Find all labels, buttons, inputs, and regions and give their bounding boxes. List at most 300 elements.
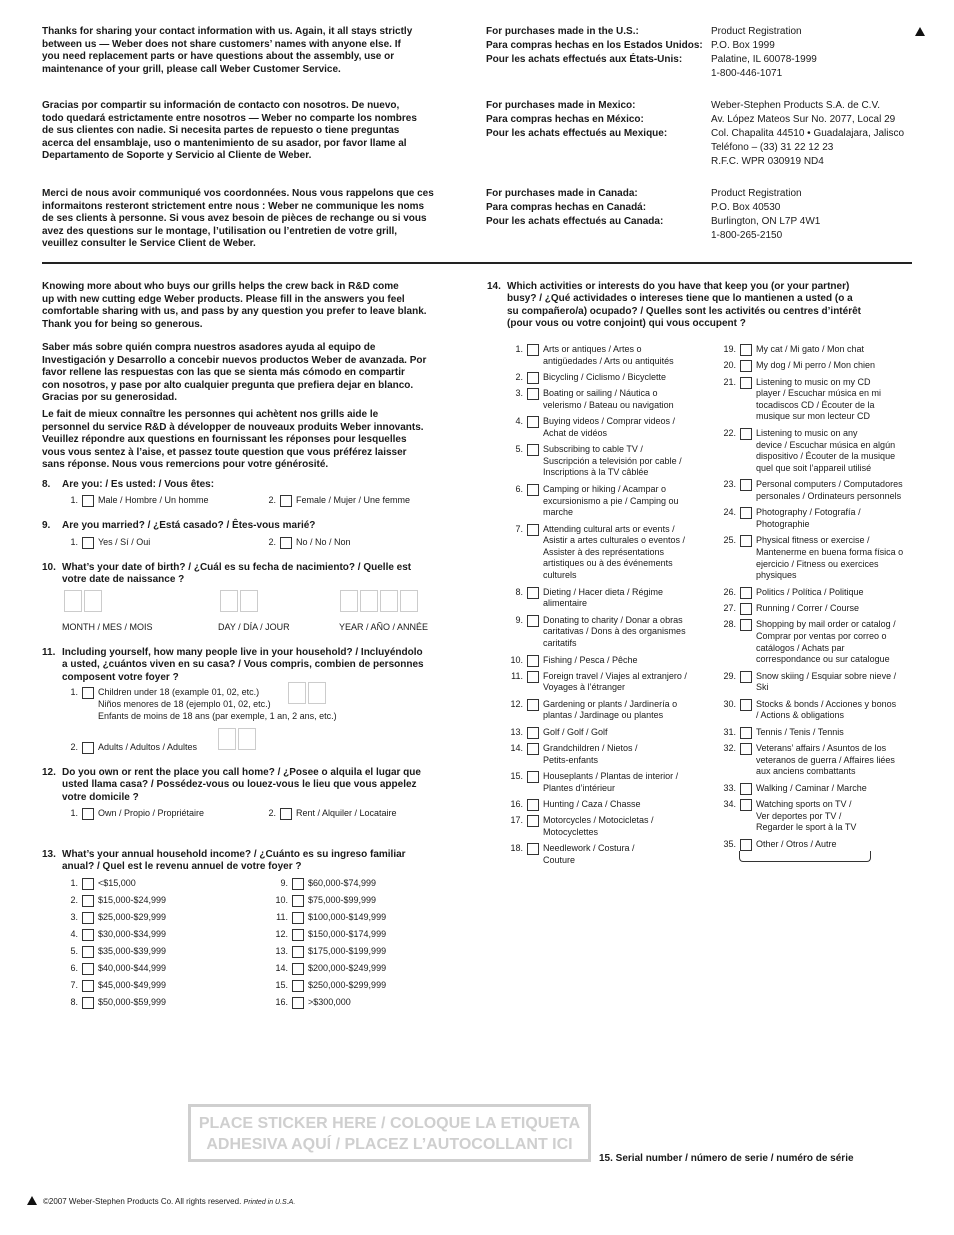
option-number: 2. <box>70 742 78 752</box>
intro-line: veuillez consulter le Service Client de Weber. <box>42 238 256 250</box>
option-label: Donating to charity / Donar a obras <box>543 614 683 625</box>
checkbox[interactable] <box>292 895 304 907</box>
section-divider <box>42 262 912 264</box>
survey-intro-line: Thank you for being so generous. <box>42 318 203 330</box>
option-number: 1. <box>70 495 78 505</box>
option-number: 10. <box>510 654 523 665</box>
option-number: 9. <box>515 614 523 625</box>
option-label: Comprar por ventas por correo o <box>756 630 887 641</box>
option-label: $15,000-$24,999 <box>98 895 167 905</box>
survey-intro-line: Veuillez répondre aux questions en fournissant les réponses pour lesquelles <box>42 434 407 446</box>
question-number: 11. <box>42 647 56 658</box>
option-label: musique sur mon lecteur CD <box>756 411 871 422</box>
option-label: Inscriptions à la TV câblée <box>543 467 649 478</box>
option-label: Physical fitness or exercise / <box>756 535 870 546</box>
adults-digit-field[interactable] <box>218 728 236 750</box>
year-digit-field[interactable] <box>360 590 378 612</box>
intro-line: Gracias por compartir su información de contacto con nosotros. De nuevo, <box>42 100 400 111</box>
option-number: 33. <box>723 782 736 793</box>
option-label: Buying videos / Comprar videos / <box>543 416 676 427</box>
checkbox[interactable] <box>527 727 539 739</box>
option-label: $250,000-$299,999 <box>308 980 387 990</box>
option-label: Stocks & bonds / Acciones y bonos <box>756 698 897 709</box>
question-number: 14. <box>487 281 501 292</box>
question-text: usted llama casa? / Possédez-vous ou louez-vous le lieu que vous appelez <box>62 779 417 791</box>
intro-french <box>42 188 434 251</box>
option-label: Personal computers / Computadores <box>756 479 903 490</box>
checkbox[interactable] <box>82 808 94 820</box>
option-label: Subscribing to cable TV / <box>543 444 643 455</box>
option-label: $25,000-$29,999 <box>98 912 167 922</box>
option-label: Suscripción a televisión por cable / <box>543 455 682 466</box>
option-label: Photography / Fotografía / <box>756 507 861 518</box>
option-label: personales / Ordinateurs personnels <box>756 490 902 501</box>
checkbox[interactable] <box>740 344 752 356</box>
option-label: velerismo / Bateau ou navigation <box>543 399 674 410</box>
option-number: 30. <box>723 698 736 709</box>
option-label: veteranos de guerra / Affaires liées <box>756 754 895 765</box>
option-label: Walking / Caminar / Marche <box>756 782 867 793</box>
checkbox[interactable] <box>292 946 304 958</box>
option-number: 7. <box>515 523 523 534</box>
checkbox[interactable] <box>82 980 94 992</box>
option-label: Tennis / Tenis / Tennis <box>756 726 844 737</box>
question-number: 9. <box>42 520 51 531</box>
option-number: 3. <box>70 912 78 922</box>
option-label: quel que soit l’appareil utilisé <box>756 462 872 473</box>
option-number: 2. <box>70 895 78 905</box>
option-number: 27. <box>723 603 736 614</box>
contact-label: For purchases made in Canada: <box>486 188 638 199</box>
intro-line: avez des questions sur le montage, l’utilisation ou l’entretien de votre grill, <box>42 225 398 237</box>
checkbox[interactable] <box>527 699 539 711</box>
option-label: Achat de vidéos <box>543 427 608 438</box>
intro-line: you need replacement parts or have questions about the assembly, use or <box>42 51 395 63</box>
option-label: Shopping by mail order or catalog / <box>756 619 896 630</box>
option-label: Adults / Adultos / Adultes <box>98 742 198 752</box>
option-label: $35,000-$39,999 <box>98 946 167 956</box>
checkbox[interactable] <box>292 997 304 1009</box>
checkbox[interactable] <box>527 815 539 827</box>
bottom-left-triangle-icon <box>27 1196 37 1205</box>
question-text: Including yourself, how many people live in your household? / Incluyéndolo <box>62 647 423 658</box>
contact-label: Para compras hechas en los Estados Unidos: <box>486 40 703 51</box>
option-label: caritatifs <box>543 637 577 648</box>
option-number: 9. <box>280 878 288 888</box>
checkbox[interactable] <box>82 946 94 958</box>
contact-canada <box>486 187 663 229</box>
option-number: 8. <box>515 586 523 597</box>
intro-line: Thanks for sharing your contact information with us. Again, it all stays strictly <box>42 26 413 37</box>
option-number: 25. <box>723 535 736 546</box>
children-digit-field[interactable] <box>288 682 306 704</box>
option-label: Snow skiing / Esquiar sobre nieve / <box>756 670 897 681</box>
checkbox[interactable] <box>527 799 539 811</box>
option-number: 1. <box>515 344 523 354</box>
checkbox[interactable] <box>740 360 752 372</box>
option-number: 24. <box>723 507 736 518</box>
question-text: Do you own or rent the place you call home? / ¿Posee o alquila el lugar que <box>62 767 421 778</box>
survey-intro-line: favor rellene las respuestas con las que se sienta más cómodo en compartir <box>42 367 405 379</box>
option-label: antigüedades / Arts ou antiquités <box>543 355 674 366</box>
survey-intro-line: Saber más sobre quién compra nuestros asadores ayuda al equipo de <box>42 342 376 353</box>
option-number: 6. <box>515 484 523 494</box>
checkbox[interactable] <box>740 839 752 851</box>
checkbox[interactable] <box>740 603 752 615</box>
intro-line: informaitons resteront strictement entre nous : Weber ne communique les noms <box>42 200 425 212</box>
checkbox[interactable] <box>740 619 752 631</box>
option-label: $50,000-$59,999 <box>98 997 167 1007</box>
option-number: 2. <box>268 808 276 818</box>
option-label: / Actions & obligations <box>756 710 845 721</box>
checkbox[interactable] <box>82 895 94 907</box>
survey-intro-line: Investigación y Desarrollo a concebir nuevos productos Weber de avanzada. Por <box>42 354 427 366</box>
option-label: Voyages à l’étranger <box>543 682 626 693</box>
checkbox[interactable] <box>527 372 539 384</box>
checkbox[interactable] <box>527 344 539 356</box>
checkbox[interactable] <box>740 587 752 599</box>
question-10 <box>42 562 411 587</box>
option-number: 14. <box>510 743 523 754</box>
serial-number-label: 15. Serial number / número de serie / numéro de série <box>599 1153 854 1164</box>
sticker-line: PLACE STICKER HERE / COLOQUE LA ETIQUETA <box>198 1115 581 1132</box>
survey-intro-english <box>42 281 427 331</box>
option-label: $100,000-$149,999 <box>308 912 387 922</box>
option-number: 10. <box>275 895 288 905</box>
option-label: Watching sports on TV / <box>756 799 852 810</box>
other-write-in-field[interactable] <box>739 851 871 862</box>
option-number: 8. <box>70 997 78 1007</box>
option-number: 21. <box>723 376 736 387</box>
checkbox[interactable] <box>740 377 752 389</box>
checkbox[interactable] <box>527 388 539 400</box>
address-line: R.F.C. WPR 030919 ND4 <box>711 156 824 167</box>
checkbox[interactable] <box>292 980 304 992</box>
address-line: 1-800-446-1071 <box>711 68 783 79</box>
checkbox[interactable] <box>740 743 752 755</box>
option-label: device / Escuchar música en algún <box>756 439 896 450</box>
checkbox[interactable] <box>527 771 539 783</box>
checkbox[interactable] <box>527 743 539 755</box>
question-number: 12. <box>42 767 56 778</box>
checkbox[interactable] <box>740 507 752 519</box>
option-label: Hunting / Caza / Chasse <box>543 799 641 810</box>
checkbox[interactable] <box>527 524 539 536</box>
address-line: Col. Chapalita 44510 • Guadalajara, Jalisco <box>711 128 905 139</box>
option-number: 26. <box>723 586 736 597</box>
survey-intro-line: con nosotros, y pase por alto cualquier pregunta que prefiera dejar en blanco. <box>42 379 414 391</box>
option-label: My cat / Mi gato / Mon chat <box>756 344 865 354</box>
option-number: 32. <box>723 743 736 754</box>
survey-intro-line: Knowing more about who buys our grills helps the crew back in R&D come <box>42 281 399 292</box>
option-label: artistiques ou à des événements <box>543 558 673 569</box>
checkbox[interactable] <box>527 416 539 428</box>
option-number: 19. <box>723 344 736 354</box>
option-label: $75,000-$99,999 <box>308 895 377 905</box>
option-label: marche <box>543 507 574 518</box>
checkbox[interactable] <box>292 963 304 975</box>
address-line: Product Registration <box>711 26 802 37</box>
survey-intro-line: personnel du service R&D à développer de nouveaux produits Weber innovants. <box>42 421 424 433</box>
option-label: Arts or antiques / Artes o <box>543 344 642 354</box>
option-label: alimentaire <box>543 598 588 609</box>
day-digit-field[interactable] <box>220 590 238 612</box>
question-9 <box>42 520 315 532</box>
option-label: Rent / Alquiler / Locataire <box>296 808 397 818</box>
checkbox[interactable] <box>82 537 94 549</box>
address-line: Product Registration <box>711 188 802 199</box>
option-label: $40,000-$44,999 <box>98 963 167 973</box>
option-number: 3. <box>515 388 523 399</box>
option-label: Motorcycles / Motocicletas / <box>543 815 654 826</box>
checkbox[interactable] <box>280 495 292 507</box>
intro-line: de sus clientes con nadie. Si necesita partes de repuesto o tiene preguntas <box>42 125 400 137</box>
question-13 <box>42 849 406 874</box>
option-number: 11. <box>276 912 288 922</box>
option-label: Female / Mujer / Une femme <box>296 495 411 505</box>
option-label: Houseplants / Plantas de interior / <box>543 771 679 782</box>
option-number: 12. <box>510 698 523 709</box>
option-number: 1. <box>70 687 78 697</box>
copyright: ©2007 Weber-Stephen Products Co. All rights reserved. <box>43 1197 242 1206</box>
year-label: YEAR / AÑO / ANNÉE <box>339 622 429 632</box>
option-label: Niños menores de 18 (ejemplo 01, 02, etc.) <box>98 699 271 709</box>
option-label: <$15,000 <box>98 878 136 888</box>
checkbox[interactable] <box>740 428 752 440</box>
day-label: DAY / DÍA / JOUR <box>218 622 290 632</box>
question-number: 10. <box>42 562 56 573</box>
question-text: Are you: / Es usted: / Vous êtes: <box>62 479 215 490</box>
checkbox[interactable] <box>740 671 752 683</box>
checkbox[interactable] <box>82 687 94 699</box>
intro-line: Merci de nous avoir communiqué vos coordonnées. Nous vous rappelons que ces <box>42 188 434 199</box>
contact-mexico <box>486 99 667 141</box>
option-label: Attending cultural arts or events / <box>543 523 675 534</box>
intro-line: Departamento de Soporte y Servicio al Cliente de Weber. <box>42 150 312 162</box>
option-label: Bicycling / Ciclismo / Bicyclette <box>543 372 667 382</box>
survey-intro-french <box>42 409 424 472</box>
option-number: 1. <box>70 808 78 818</box>
address-line: P.O. Box 40530 <box>711 202 781 213</box>
option-number: 13. <box>510 726 523 737</box>
survey-intro-line: sans réponse. Nous vous remercions pour votre générosité. <box>42 459 329 471</box>
question-text: Are you married? / ¿Está casado? / Êtes-vous marié? <box>62 520 316 531</box>
option-number: 5. <box>515 444 523 455</box>
checkbox[interactable] <box>292 878 304 890</box>
option-label: Golf / Golf / Golf <box>543 726 608 737</box>
option-label: Enfants de moins de 18 ans (par exemple, 1 an, 2 ans, etc.) <box>98 711 337 721</box>
question-text: composent votre foyer ? <box>62 671 179 683</box>
option-number: 12. <box>275 929 288 939</box>
month-digit-field[interactable] <box>84 590 102 612</box>
option-number: 15. <box>510 771 523 782</box>
contact-label: Pour les achats effectués au Canada: <box>486 216 664 227</box>
checkbox[interactable] <box>280 537 292 549</box>
checkbox[interactable] <box>82 912 94 924</box>
question-text: (pour vous ou votre conjoint) qui vous occupent ? <box>507 318 746 330</box>
option-number: 22. <box>723 428 736 438</box>
contact-label: Pour les achats effectués aux États-Unis: <box>486 54 683 65</box>
question-text: busy? / ¿Qué actividades o intereses tiene que lo mantienen a usted (o a <box>507 293 853 305</box>
option-number: 7. <box>70 980 78 990</box>
checkbox[interactable] <box>527 655 539 667</box>
option-label: Veterans’ affairs / Asuntos de los <box>756 743 887 754</box>
checkbox[interactable] <box>527 843 539 855</box>
option-label: $45,000-$49,999 <box>98 980 167 990</box>
option-number: 11. <box>511 670 523 681</box>
address-line: Teléfono – (33) 31 22 12 23 <box>711 142 834 153</box>
children-digit-field[interactable] <box>308 682 326 704</box>
survey-intro-line: Le fait de mieux connaître les personnes qui achètent nos grills aide le <box>42 409 379 420</box>
year-digit-field[interactable] <box>340 590 358 612</box>
option-label: Male / Hombre / Un homme <box>98 495 209 505</box>
checkbox[interactable] <box>740 799 752 811</box>
checkbox[interactable] <box>82 929 94 941</box>
option-label: Foreign travel / Viajes al extranjero / <box>543 670 687 681</box>
address-line: P.O. Box 1999 <box>711 40 775 51</box>
option-number: 2. <box>268 495 276 505</box>
option-label: Petits-enfants <box>543 754 599 765</box>
option-number: 35. <box>723 838 736 849</box>
question-text: a usted, ¿cuántos viven en su casa? / Vous compris, combien de personnes <box>62 659 424 671</box>
option-number: 2. <box>268 537 276 547</box>
survey-intro-line: up with new cutting edge Weber products. Please fill in the answers you feel <box>42 293 405 305</box>
contact-label: Para compras hechas en Canadá: <box>486 202 647 213</box>
option-label: correspondance ou sur catalogue <box>756 654 890 665</box>
adults-digit-field[interactable] <box>238 728 256 750</box>
survey-intro-line: Gracias por su generosidad. <box>42 392 178 404</box>
address-line: Weber-Stephen Products S.A. de C.V. <box>711 100 880 111</box>
option-label: Listening to music on any <box>756 428 858 438</box>
contact-us-address <box>711 25 817 81</box>
option-label: No / No / Non <box>296 537 351 547</box>
checkbox[interactable] <box>82 495 94 507</box>
question-text: su compañero/a) ocupado? / Quelles sont les activités ou centres d’intérêt <box>507 305 861 317</box>
year-digit-field[interactable] <box>380 590 398 612</box>
contact-us <box>486 25 703 67</box>
option-number: 16. <box>510 799 523 810</box>
checkbox[interactable] <box>292 929 304 941</box>
checkbox[interactable] <box>292 912 304 924</box>
option-label: Running / Correr / Course <box>756 603 860 614</box>
month-digit-field[interactable] <box>64 590 82 612</box>
checkbox[interactable] <box>740 699 752 711</box>
option-label: >$300,000 <box>308 997 351 1007</box>
intro-line: acerca del ensamblaje, uso o mantenimiento de su asador, por favor llame al <box>42 137 407 149</box>
checkbox[interactable] <box>740 535 752 547</box>
checkbox[interactable] <box>527 671 539 683</box>
question-text: Which activities or interests do you have that keep you (or your partner) <box>507 281 850 292</box>
option-number: 4. <box>70 929 78 939</box>
year-digit-field[interactable] <box>400 590 418 612</box>
option-number: 15. <box>275 980 288 990</box>
option-label: $200,000-$249,999 <box>308 963 387 973</box>
option-label: Motocyclettes <box>543 826 599 837</box>
option-number: 18. <box>510 843 523 854</box>
option-label: Politics / Política / Politique <box>756 586 864 597</box>
option-label: Children under 18 (example 01, 02, etc.) <box>98 687 260 697</box>
option-label: tocadiscos CD / Écouter de la <box>756 399 875 410</box>
address-line: Av. López Mateos Sur No. 2077, Local 29 <box>711 114 896 125</box>
option-label: caritativas / Dons à des organismes <box>543 626 686 637</box>
checkbox[interactable] <box>82 963 94 975</box>
contact-label: For purchases made in the U.S.: <box>486 26 639 37</box>
option-number: 1. <box>70 537 78 547</box>
option-number: 14. <box>275 963 288 973</box>
sticker-placeholder <box>188 1104 591 1162</box>
checkbox[interactable] <box>740 727 752 739</box>
question-text: votre date de naissance ? <box>62 574 185 586</box>
question-number: 13. <box>42 849 56 860</box>
option-number: 34. <box>723 799 736 810</box>
option-label: player / Escuchar música en mi <box>756 388 882 399</box>
day-digit-field[interactable] <box>240 590 258 612</box>
option-number: 6. <box>70 963 78 973</box>
checkbox[interactable] <box>82 878 94 890</box>
option-label: Listening to music on my CD <box>756 376 871 387</box>
intro-spanish <box>42 100 417 163</box>
intro-english <box>42 26 412 76</box>
checkbox[interactable] <box>280 808 292 820</box>
option-label: Ski <box>756 682 769 693</box>
option-label: excursionismo a pie / Camping ou <box>543 495 679 506</box>
option-label: Own / Propio / Propriétaire <box>98 808 205 818</box>
option-label: Assister à des représentations <box>543 546 665 557</box>
checkbox[interactable] <box>82 742 94 754</box>
option-label: Regarder le sport à la TV <box>756 822 857 833</box>
address-line: Palatine, IL 60078-1999 <box>711 54 817 65</box>
option-label: My dog / Mi perro / Mon chien <box>756 360 876 371</box>
option-number: 23. <box>723 479 736 490</box>
question-number: 8. <box>42 479 51 490</box>
footer <box>43 1197 295 1206</box>
contact-mexico-address <box>711 99 904 169</box>
option-label: $30,000-$34,999 <box>98 929 167 939</box>
option-number: 31. <box>723 726 736 737</box>
checkbox[interactable] <box>740 479 752 491</box>
option-number: 13. <box>275 946 288 956</box>
address-line: 1-800-265-2150 <box>711 230 783 241</box>
question-text: anual? / Quel est le revenu annuel de votre foyer ? <box>62 861 302 873</box>
checkbox[interactable] <box>527 587 539 599</box>
top-right-triangle-icon <box>915 27 925 36</box>
checkbox[interactable] <box>740 783 752 795</box>
question-14 <box>487 281 861 331</box>
checkbox[interactable] <box>527 444 539 456</box>
option-label: Fishing / Pesca / Pêche <box>543 654 638 665</box>
question-11 <box>42 647 424 684</box>
option-label: Grandchildren / Nietos / <box>543 743 638 754</box>
option-number: 17. <box>510 815 523 826</box>
option-number: 1. <box>70 878 78 888</box>
intro-line: de ses clients à personne. Si vous avez besoin de pièces de rechange ou si vous <box>42 213 427 225</box>
intro-line: todo quedará estrictamente entre nosotros — Weber no comparte los nombres <box>42 112 417 124</box>
option-label: $175,000-$199,999 <box>308 946 387 956</box>
survey-intro-line: comfortable sharing with us, and pass by any question you prefer to leave blank. <box>42 306 427 318</box>
contact-label: For purchases made in Mexico: <box>486 100 636 111</box>
checkbox[interactable] <box>527 484 539 496</box>
sticker-line: ADHESIVA AQUÍ / PLACEZ L’AUTOCOLLANT ICI <box>206 1136 573 1153</box>
option-number: 2. <box>515 372 523 382</box>
question-text: What’s your date of birth? / ¿Cuál es su fecha de nacimiento? / Quelle est <box>62 562 412 573</box>
option-label: dispositivo / Écouter de la musique <box>756 451 896 462</box>
option-number: 4. <box>515 416 523 427</box>
checkbox[interactable] <box>82 997 94 1009</box>
option-label: Plantes d’intérieur <box>543 782 616 793</box>
checkbox[interactable] <box>527 615 539 627</box>
option-label: Asistir a artes culturales o eventos / <box>543 535 686 546</box>
contact-label: Pour les achats effectués au Mexique: <box>486 128 668 139</box>
